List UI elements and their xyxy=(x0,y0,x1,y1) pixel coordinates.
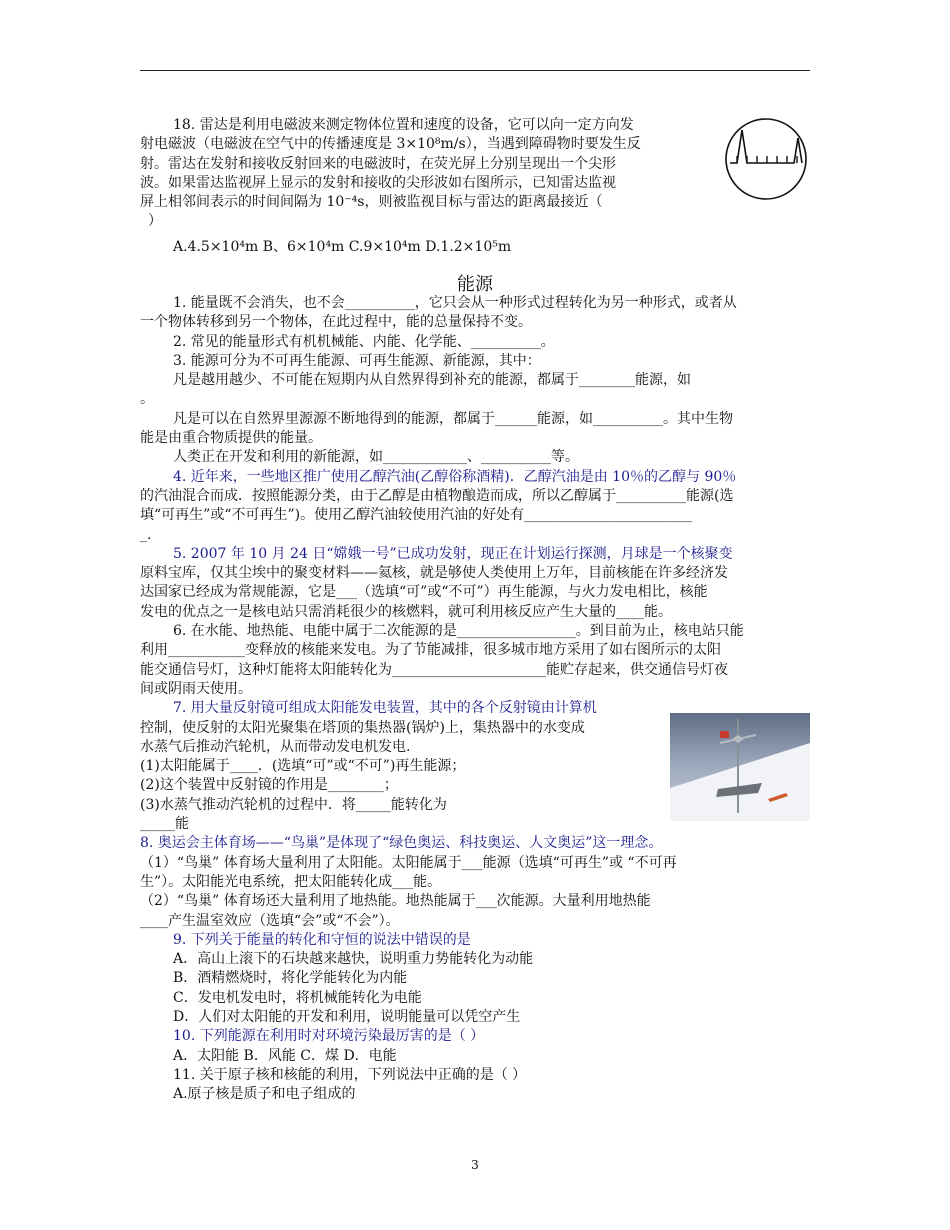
text-line: 7. 用大量反射镜可组成太阳能发电装置，其中的各个反射镜由计算机 xyxy=(173,700,597,717)
text-line: 凡是可以在自然界里源源不断地得到的能源，都属于______能源，如__________。其中生物 xyxy=(173,410,733,427)
text-line: 能是由重合物质提供的能量。 xyxy=(140,430,322,447)
text-line: 间或阴雨天使用。 xyxy=(140,680,252,697)
solar-traffic-light-photo xyxy=(670,713,810,821)
text-line: 凡是越用越少、不可能在短期内从自然界得到补充的能源，都属于________能源，如 xyxy=(173,372,691,389)
text-line: 10. 下列能源在利用时对环境污染最厉害的是（ ） xyxy=(173,1028,485,1045)
text-line: 11. 关于原子核和核能的利用，下列说法中正确的是（ ） xyxy=(173,1066,527,1083)
text-line: 控制，使反射的太阳光聚集在塔顶的集热器(锅炉)上，集热器中的水变成 xyxy=(140,719,585,736)
q18-line: 18. 雷达是利用电磁波来测定物体位置和速度的设备，它可以向一定方向发 xyxy=(173,117,634,133)
q18-line: 射。雷达在发射和接收反射回来的电磁波时，在荧光屏上分别呈现出一个尖形 xyxy=(140,155,616,172)
text-line: 3. 能源可分为不可再生能源、可再生能源、新能源，其中： xyxy=(173,352,541,369)
text-line: B．酒精燃烧时，将化学能转化为内能 xyxy=(173,970,408,987)
text-line: A．太阳能 B．风能 C．煤 D．电能 xyxy=(173,1047,397,1064)
text-line: （2）“鸟巢” 体育场还大量利用了地热能。地热能属于___次能源。大量利用地热能 xyxy=(140,893,651,910)
q18-line: ） xyxy=(148,213,162,230)
text-line: 6. 在水能、地热能、电能中属于二次能源的是_________________。到目前为止，核电站只能 xyxy=(173,623,744,640)
text-line: 9. 下列关于能量的转化和守恒的说法中错误的是 xyxy=(173,931,471,948)
text-line: 人类正在开发和利用的新能源，如____________、__________等。 xyxy=(173,449,579,466)
energy-section-body xyxy=(140,294,812,1104)
text-line: C．发电机发电时，将机械能转化为电能 xyxy=(173,989,422,1006)
text-line: 生”）。太阳能光电系统，把太阳能转化成___能。 xyxy=(140,873,442,890)
text-line: 5. 2007 年 10 月 24 日“嫦娥一号”已成功发射，现正在计划运行探测，月球是一个核聚变 xyxy=(173,545,733,562)
text-line: 水蒸气后推动汽轮机，从而带动发电机发电. xyxy=(140,738,411,755)
text-line: 原料宝库，仅其尘埃中的聚变材料——氦核，就是够使人类使用上万年，目前核能在许多经济发 xyxy=(140,565,728,582)
text-line: 8. 奥运会主体育场——“鸟巢”是体现了“绿色奥运、科技奥运、人文奥运”这一理念。 xyxy=(140,835,663,852)
text-line: ____产生温室效应（选填“会”或“不会”）。 xyxy=(140,912,400,929)
text-line: 利用___________变释放的核能来发电。为了节能减排，很多城市地方采用了如右图所示的太阳 xyxy=(140,642,721,659)
q18-line: 射电磁波（电磁波在空气中的传播速度是 3×10⁸m/s），当遇到障碍物时要发生反 xyxy=(140,136,641,153)
text-line: D．人们对太阳能的开发和利用，说明能量可以凭空产生 xyxy=(173,1008,521,1025)
text-line: 的汽油混合而成．按照能源分类，由于乙醇是由植物酿造而成，所以乙醇属于__________能源(选 xyxy=(140,487,734,504)
text-line: 能交通信号灯，这种灯能将太阳能转化为______________________能贮存起来，供交通信号灯夜 xyxy=(140,661,728,678)
text-line: (3)水蒸气推动汽轮机的过程中．将_____能转化为 xyxy=(140,796,447,813)
header-rule xyxy=(140,70,810,71)
question-18 xyxy=(140,116,700,257)
text-line: （1）“鸟巢” 体育场大量利用了太阳能。太阳能属于___能源（选填“可再生”或 “不可再 xyxy=(140,854,677,871)
text-line: 。 xyxy=(140,391,154,408)
section-title: 能源 xyxy=(457,274,493,295)
q18-line: 屏上相邻间表示的时间间隔为 10⁻⁴s，则被监视目标与雷达的距离最接近（ xyxy=(140,194,603,211)
text-line: 4. 近年来，一些地区推广使用乙醇汽油(乙醇俗称酒精)．乙醇汽油是由 10％的乙醇与 90％ xyxy=(173,468,737,485)
text-line: 一个物体转移到另一个物体，在此过程中，能的总量保持不变。 xyxy=(140,314,532,331)
text-line: 达国家已经成为常规能源，它是___（选填“可”或“不可”）再生能源，与火力发电相比，核能 xyxy=(140,584,708,601)
text-line: _____能 xyxy=(140,816,189,833)
text-line: (1)太阳能属于____．(选填“可”或“不可”)再生能源； xyxy=(140,758,466,775)
q18-options: A.4.5×10⁴m B、6×10⁴m C.9×10⁴m D.1.2×10⁵m xyxy=(173,238,512,255)
text-line: (2)这个装置中反射镜的作用是________； xyxy=(140,777,398,794)
text-line: 发电的优点之一是核电站只需消耗很少的核燃料，就可利用核反应产生大量的____能。 xyxy=(140,603,672,620)
q18-line: 波。如果雷达监视屏上显示的发射和接收的尖形波如右图所示，已知雷达监视 xyxy=(140,174,616,191)
text-line: A．高山上滚下的石块越来越快，说明重力势能转化为动能 xyxy=(173,951,534,968)
text-line: 2. 常见的能量形式有机机械能、内能、化学能、__________。 xyxy=(173,333,555,350)
text-line: 填“可再生”或“不可再生”)。使用乙醇汽油较使用汽油的好处有________________________ xyxy=(140,507,693,524)
text-line: A.原子核是质子和电子组成的 xyxy=(173,1086,356,1103)
radar-screen-figure xyxy=(723,116,809,202)
text-line: 1. 能量既不会消失，也不会__________，它只会从一种形式过程转化为另一种形式，或者从 xyxy=(173,295,737,311)
text-line: _. xyxy=(140,526,152,543)
page-number: 3 xyxy=(471,1158,479,1172)
